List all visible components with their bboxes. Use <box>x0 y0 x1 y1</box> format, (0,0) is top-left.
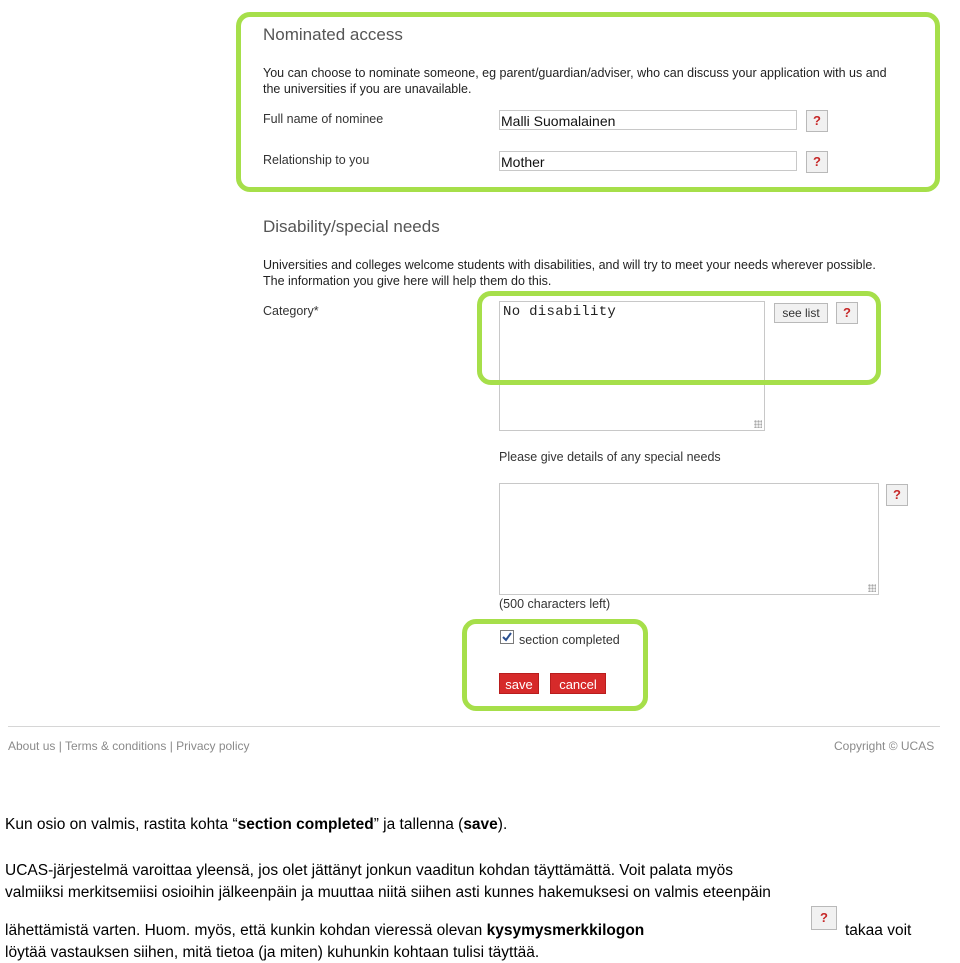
full-name-input[interactable]: Malli Suomalainen <box>499 110 797 130</box>
instruction-paragraph-1: Kun osio on valmis, rastita kohta “section completed” ja tallenna (save). <box>5 816 508 833</box>
full-name-label: Full name of nominee <box>263 112 384 126</box>
footer-separator: | <box>58 739 62 753</box>
footer-links <box>8 739 250 753</box>
resize-grip-icon[interactable] <box>754 420 762 428</box>
category-textarea[interactable] <box>499 301 765 431</box>
terms-link[interactable]: Terms & conditions <box>64 739 167 753</box>
nominated-access-intro: You can choose to nominate someone, eg parent/guardian/adviser, who can discuss your application with us and the universities if you are unavailable. <box>263 66 887 96</box>
copyright-text: Copyright © UCAS <box>834 739 935 753</box>
relationship-help-icon[interactable]: ? <box>806 151 828 173</box>
chars-left-text: (500 characters left) <box>499 597 611 611</box>
cancel-button[interactable]: cancel <box>550 673 606 694</box>
disability-title: Disability/special needs <box>263 217 440 236</box>
footer-separator: | <box>169 739 173 753</box>
category-help-icon[interactable]: ? <box>836 302 858 324</box>
section-completed-checkbox[interactable] <box>500 630 514 644</box>
section-completed-label: section completed <box>519 633 620 647</box>
resize-grip-icon[interactable] <box>868 584 876 592</box>
full-name-help-icon[interactable]: ? <box>806 110 828 132</box>
category-value: No disability <box>503 304 617 320</box>
see-list-button[interactable]: see list <box>774 303 828 323</box>
instruction-p2-line2: valmiiksi merkitsemiisi osioihin jälkeenpäin ja muuttaa niitä siihen asti kunnes hakemuksesi on valmis eteenpäin <box>5 884 771 901</box>
instruction-p2-line3-end: takaa voit <box>845 922 912 939</box>
save-button[interactable]: save <box>499 673 539 694</box>
disability-intro: Universities and colleges welcome students with disabilities, and will try to meet your needs wherever possible. The information you give here will help them do this. <box>263 258 876 288</box>
about-us-link[interactable]: About us <box>8 739 56 753</box>
relationship-input[interactable]: Mother <box>499 151 797 171</box>
instruction-p2-line4: löytää vastauksen siihen, mitä tietoa (ja miten) kuhunkin kohtaan tulisi täyttää. <box>5 944 540 961</box>
category-label: Category* <box>263 304 319 318</box>
checkmark-icon <box>501 631 513 643</box>
special-needs-help-icon[interactable]: ? <box>886 484 908 506</box>
special-needs-textarea[interactable] <box>499 483 879 595</box>
question-mark-icon: ? <box>811 906 837 930</box>
details-label: Please give details of any special needs <box>499 450 721 464</box>
instruction-p2-line3: lähettämistä varten. Huom. myös, että kunkin kohdan vieressä olevan kysymysmerkkilogon <box>5 922 645 939</box>
privacy-link[interactable]: Privacy policy <box>176 739 250 753</box>
instruction-p2-line1: UCAS-järjestelmä varoittaa yleensä, jos olet jättänyt jonkun vaaditun kohdan täyttämättä. Voit palata myös <box>5 862 734 879</box>
nominated-access-title: Nominated access <box>263 25 403 44</box>
relationship-label: Relationship to you <box>263 153 370 167</box>
footer-divider <box>8 726 940 727</box>
